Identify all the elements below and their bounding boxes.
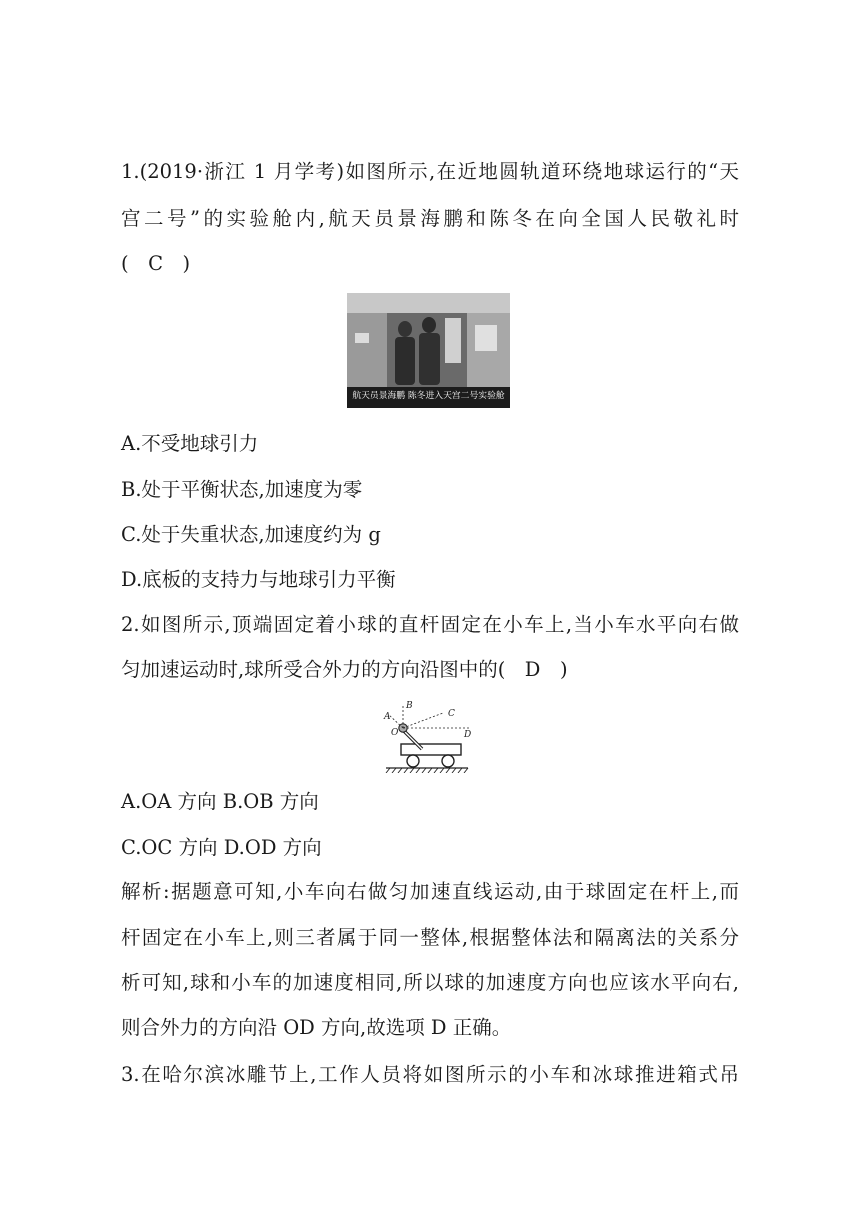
q1-answer-paren: ( C ) [121, 252, 191, 275]
cart-diagram-drawing [380, 698, 480, 773]
q1-option-a: A.不受地球引力 [121, 432, 259, 455]
q1-stem-line1: 1.(2019·浙江 1 月学考)如图所示,在近地圆轨道环绕地球运行的“天 [121, 160, 739, 183]
astronaut-photo [347, 293, 510, 408]
cart-diagram [380, 698, 480, 773]
q1-option-b: B.处于平衡状态,加速度为零 [121, 478, 363, 501]
q1-option-c: C.处于失重状态,加速度约为 g [121, 523, 381, 546]
q2-options-cd: C.OC 方向 D.OD 方向 [121, 836, 322, 859]
label-c: C [448, 709, 455, 719]
label-o: O [391, 728, 399, 738]
q2-options-ab: A.OA 方向 B.OB 方向 [121, 790, 319, 813]
label-d: D [464, 730, 472, 740]
q2-analysis-line1: 解析:据题意可知,小车向右做匀加速直线运动,由于球固定在杆上,而 [121, 880, 739, 903]
q2-analysis-line2: 杆固定在小车上,则三者属于同一整体,根据整体法和隔离法的关系分 [121, 926, 739, 949]
label-a: A [384, 712, 391, 722]
q2-stem-line1: 2.如图所示,顶端固定着小球的直杆固定在小车上,当小车水平向右做 [121, 613, 739, 636]
q1-option-d: D.底板的支持力与地球引力平衡 [121, 568, 396, 591]
q2-analysis-line4: 则合外力的方向沿 OD 方向,故选项 D 正确。 [121, 1016, 512, 1039]
photo-caption: 航天员景海鹏 陈冬进入天宫二号实验舱 [352, 391, 505, 401]
q2-stem-line2: 匀加速运动时,球所受合外力的方向沿图中的( D ) [121, 658, 568, 681]
q3-stem-line1: 3.在哈尔滨冰雕节上,工作人员将如图所示的小车和冰球推进箱式吊 [121, 1063, 739, 1086]
q1-stem-line2: 宫二号”的实验舱内,航天员景海鹏和陈冬在向全国人民敬礼时 [121, 207, 739, 230]
q2-analysis-line3: 析可知,球和小车的加速度相同,所以球的加速度方向也应该水平向右, [121, 971, 739, 994]
label-b: B [406, 701, 413, 711]
